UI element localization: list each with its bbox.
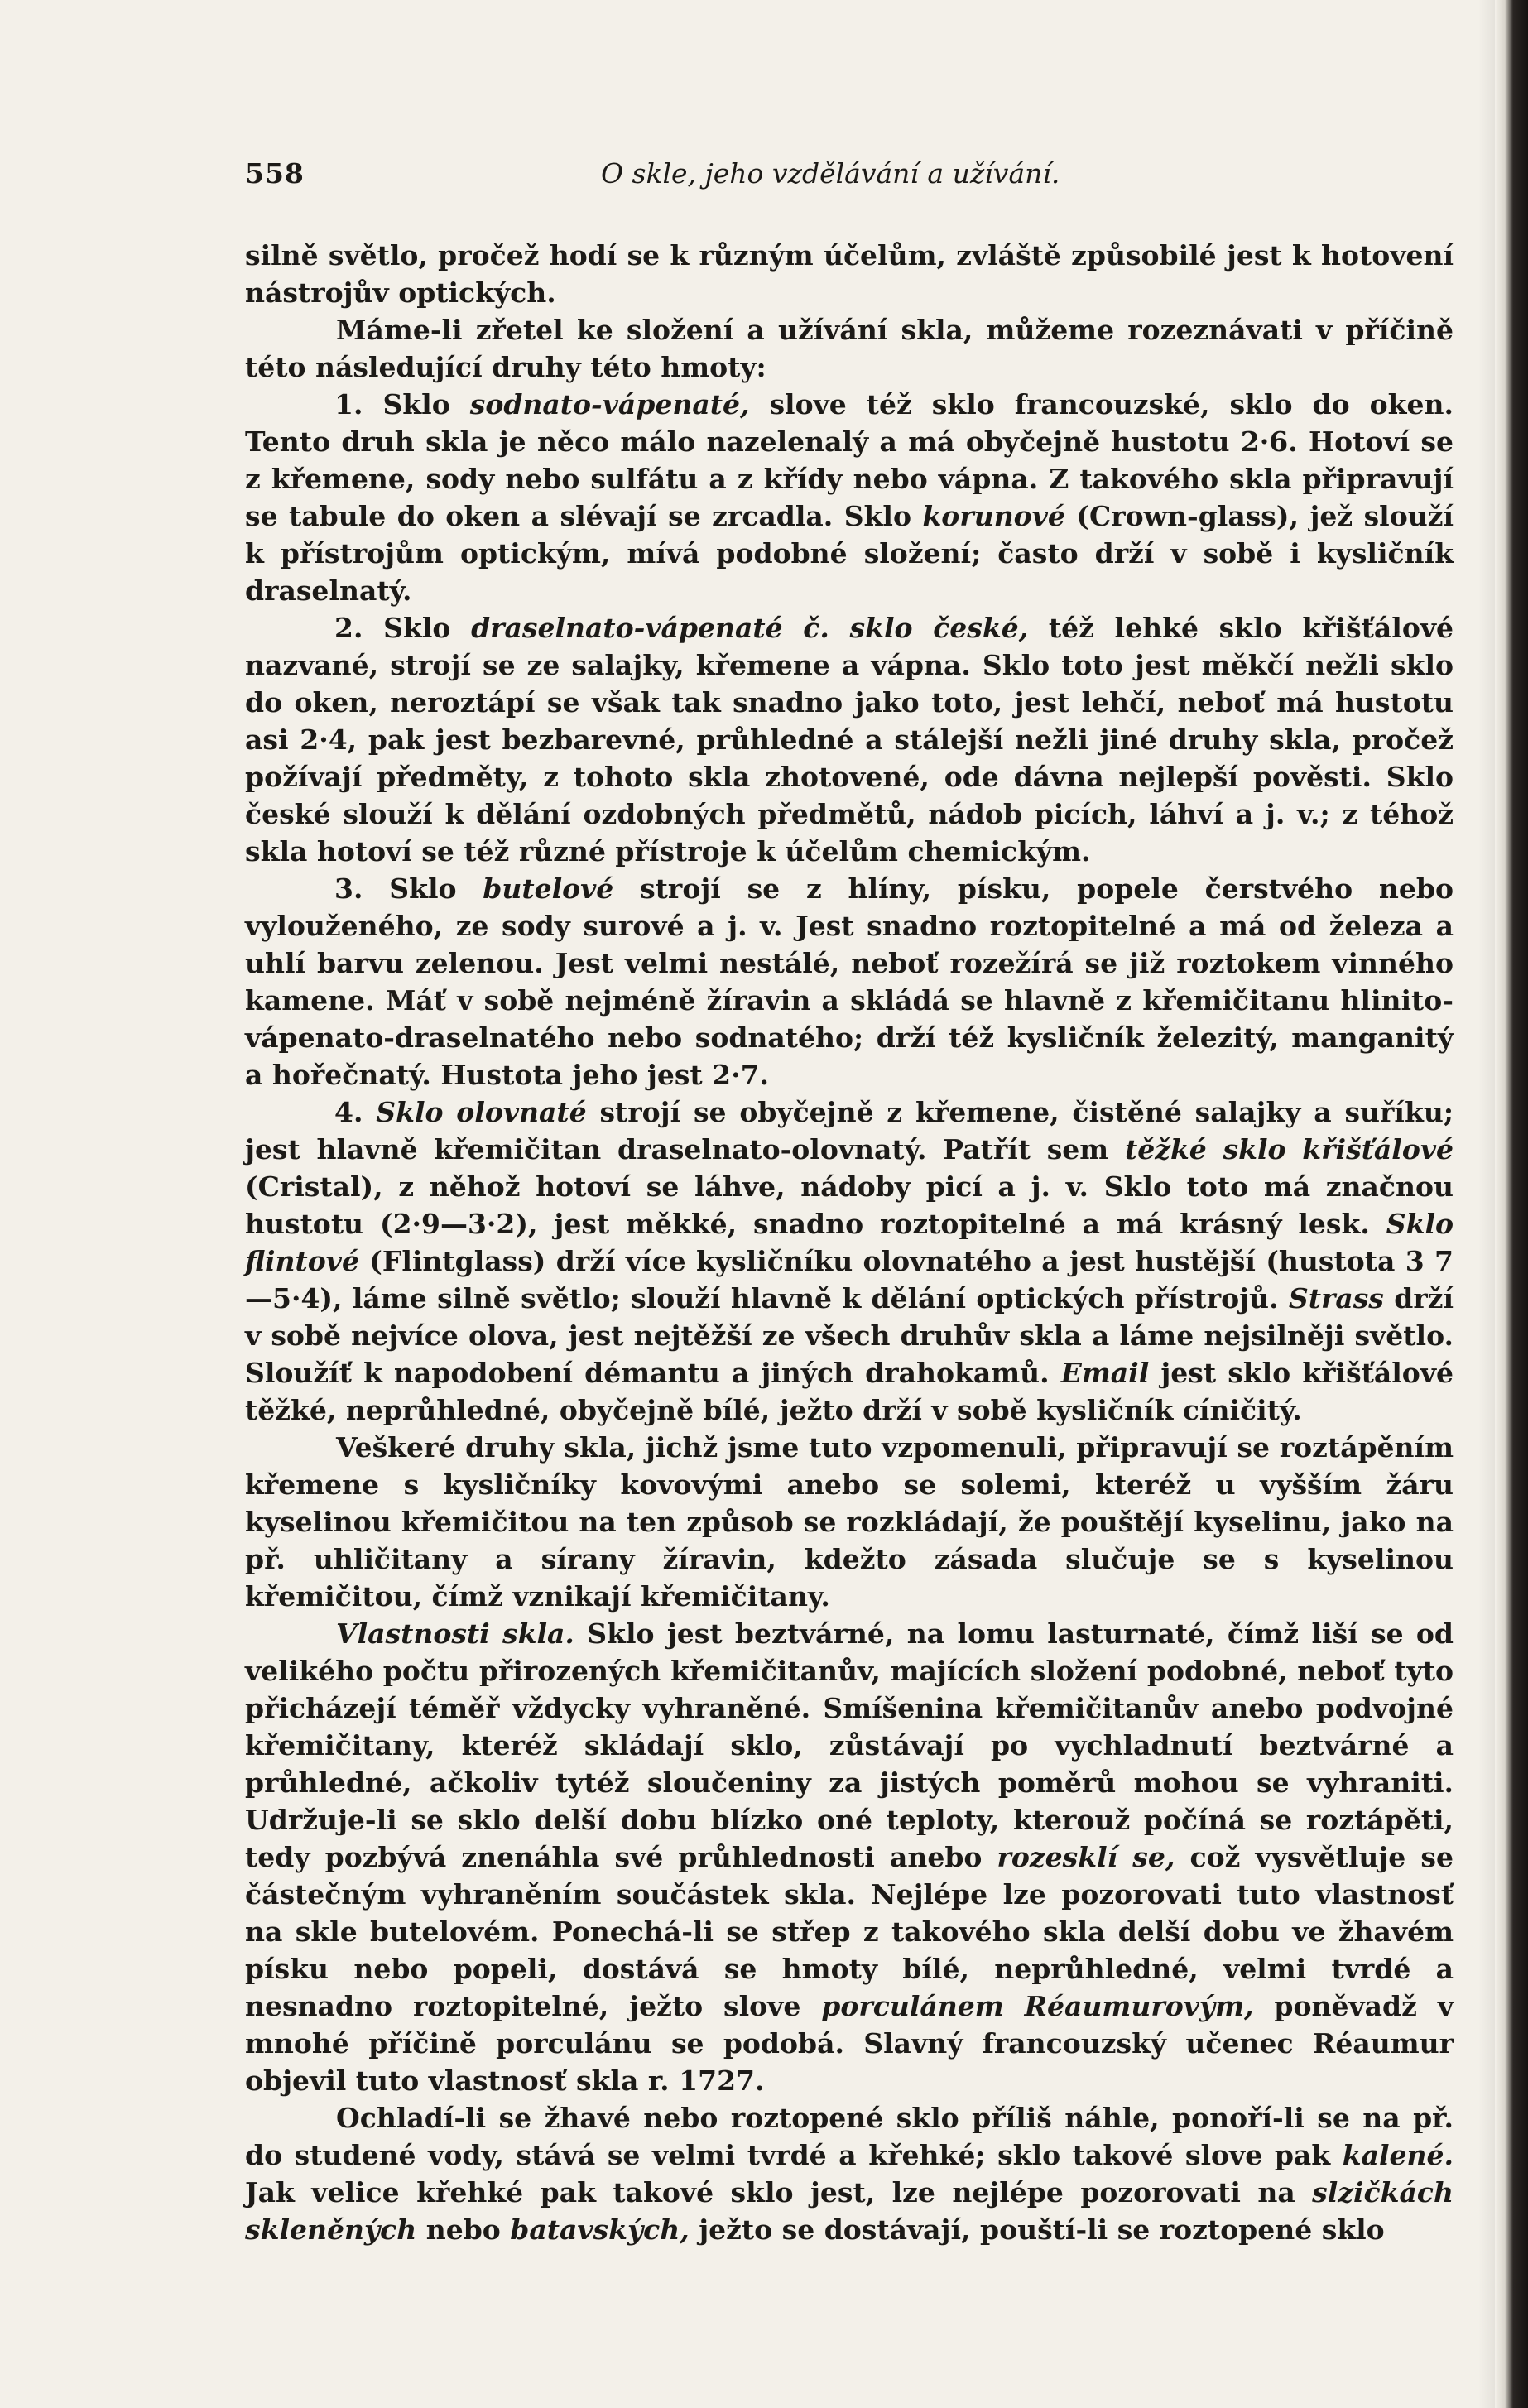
paragraph: [245, 237, 1454, 311]
text-run: drží v sobě nejvíce olova, jest nejtěžší ze všech druhův skla a láme nejsilněji světlo. Sloužíť k napodobení démantu a jiných drahokamů.: [245, 1282, 1454, 1389]
list-item-soda-lime-glass: [245, 386, 1454, 609]
term-italic: porculánem Réaumurovým,: [821, 1990, 1254, 2022]
paragraph: [245, 1429, 1454, 1615]
term-italic: sodnato-vápenaté,: [469, 388, 750, 421]
term-italic: batavských,: [510, 2213, 690, 2246]
list-item-lead-glass: [245, 1093, 1454, 1429]
page-edge: [1495, 0, 1528, 2408]
page-gutter-shadow: [1478, 0, 1495, 2408]
text-run: 2. Sklo: [334, 612, 472, 644]
page-header: [245, 157, 1454, 199]
list-item-potash-lime-glass: [245, 609, 1454, 870]
text-run: ježto se dostávají, pouští-li se roztopené sklo: [689, 2213, 1385, 2246]
term-italic: butelové: [483, 872, 614, 905]
page-number: 558: [245, 157, 305, 190]
text-run: 3. Sklo: [334, 872, 483, 905]
text-run: poněvadž v mnohé příčině porculánu se podobá. Slavný francouzský učenec Réaumur objevil tuto vlastnosť skla r. 1727.: [245, 1990, 1454, 2097]
text-run: (Crown-glass), jež slouží k přístrojům optickým, mívá podobné složení; často drží v sobě i kysličník draselnatý.: [245, 500, 1454, 607]
text-run: Ochladí-li se žhavé nebo roztopené sklo příliš náhle, ponoří-li se na př. do studené vody, stává se velmi tvrdé a křehké; sklo takové slove pak: [245, 2102, 1454, 2171]
term-italic: korunové: [922, 500, 1065, 532]
text-run: což vysvětluje se částečným vyhraněním součástek skla. Nejlépe lze pozorovati tuto vlastnosť na skle butelovém. Ponechá-li se střep z takového skla delší dobu ve žhavém písku nebo popeli, dostává se hmoty bílé, neprůhledné, velmi tvrdé a nesnadno roztopitelné, ježto slove: [245, 1841, 1454, 2022]
term-italic: Email: [1060, 1357, 1150, 1389]
term-italic: draselnato-vápenaté č. sklo české,: [471, 612, 1029, 644]
text-run: strojí se obyčejně z křemene, čistěné salajky a suříku; jest hlavně křemičitan draselnato-olovnatý. Patřít sem: [245, 1096, 1454, 1166]
term-italic: Sklo olovnaté: [376, 1096, 587, 1128]
text-run: (Flintglass) drží více kysličníku olovnatého a jest hustější (hustota 3 7—5·4), láme silně světlo; slouží hlavně k dělání optických přístrojů.: [245, 1245, 1454, 1315]
paragraph-properties: [245, 1615, 1454, 2099]
text-run: 1. Sklo: [334, 388, 470, 421]
text-run: nebo: [416, 2213, 511, 2246]
text-run: slove též sklo francouzské, sklo do oken. Tento druh skla je něco málo nazelenalý a má obyčejně hustotu 2·6. Hotoví se z křemene, sody nebo sulfátu a z křídy nebo vápna. Z takového skla připravují se tabule do oken a slévají se zrcadla. Sklo: [245, 388, 1454, 532]
body-text: [245, 237, 1454, 2248]
text-run: Jak velice křehké pak takové sklo jest, lze nejlépe pozorovati na: [245, 2176, 1313, 2209]
running-title: O skle, jeho vzdělávání a užívání.: [601, 157, 1060, 190]
term-italic: těžké sklo křišťálové: [1124, 1133, 1454, 1166]
paragraph-text: silně světlo, pročež hodí se k různým účelům, zvláště způsobilé jest k hotovení nástrojův optických.: [245, 239, 1454, 309]
paragraph: [245, 2099, 1454, 2248]
paragraph-text: Máme-li zřetel ke složení a užívání skla, můžeme rozeznávati v příčině této následující druhy této hmoty:: [245, 314, 1454, 383]
term-italic: Sklo flintové: [245, 1208, 1454, 1277]
section-heading-italic: Vlastnosti skla.: [336, 1617, 574, 1650]
list-item-bottle-glass: [245, 870, 1454, 1093]
text-run: 4.: [334, 1096, 377, 1128]
text-run: jest sklo křišťálové těžké, neprůhledné, obyčejně bílé, ježto drží v sobě kysličník cíničitý.: [245, 1357, 1454, 1426]
text-run: též lehké sklo křišťálové nazvané, strojí se ze salajky, křemene a vápna. Sklo toto jest měkčí nežli sklo do oken, neroztápí se však tak snadno jako toto, jest lehčí, neboť má hustotu asi 2·4, pak jest bezbarevné, průhledné a stálejší nežli jiné druhy skla, pročež požívají předměty, z tohoto skla zhotovené, ode dávna nejlepší pověsti. Sklo české slouží k dělání ozdobných předmětů, nádob picích, láhví a j. v.; z téhož skla hotoví se též různé přístroje k účelům chemickým.: [245, 612, 1454, 868]
term-italic: slzičkách skleněných: [245, 2176, 1454, 2246]
term-italic: kalené.: [1342, 2139, 1454, 2171]
term-italic: Strass: [1288, 1282, 1384, 1315]
text-run: strojí se z hlíny, písku, popele čerstvého nebo vylouženého, ze sody surové a j. v. Jest snadno roztopitelné a má od železa a uhlí barvu zelenou. Jest velmi nestálé, neboť rozežírá se již roztokem vinného kamene. Máť v sobě nejméně žíravin a skládá se hlavně z křemičitanu hlinito-vápenato-draselnatého nebo sodnatého; drží též kysličník železitý, manganitý a hořečnatý. Hustota jeho jest 2·7.: [245, 872, 1454, 1091]
text-run: (Cristal), z něhož hotoví se láhve, nádoby picí a j. v. Sklo toto má značnou hustotu (2·9—3·2), jest měkké, snadno roztopitelné a má krásný lesk.: [245, 1170, 1454, 1240]
term-italic: rozesklí se,: [997, 1841, 1175, 1873]
text-run: Sklo jest beztvárné, na lomu lasturnaté, čímž liší se od velikého počtu přirozených křemičitanův, majících složení podobné, neboť tyto přicházejí téměř vždycky vyhraněné. Smíšenina křemičitanův anebo podvojné křemičitany, kteréž skládají sklo, zůstávají po vychladnutí beztvárné a průhledné, ačkoliv tytéž sloučeniny za jistých poměrů mohou se vyhraniti. Udržuje-li se sklo delší dobu blízko oné teploty, kterouž počíná se roztápěti, tedy pozbývá znenáhla své průhlednosti anebo: [245, 1617, 1454, 1873]
paragraph: [245, 311, 1454, 386]
paragraph-text: Veškeré druhy skla, jichž jsme tuto vzpomenuli, připravují se roztápěním křemene s kysličníky kovovými anebo se solemi, kteréž u vyšším žáru kyselinou křemičitou na ten způsob se rozkládají, že pouštějí kyselinu, jako na př. uhličitany a sírany žíravin, kdežto zásada slučuje se s kyselinou křemičitou, čímž vznikají křemičitany.: [245, 1431, 1454, 1613]
